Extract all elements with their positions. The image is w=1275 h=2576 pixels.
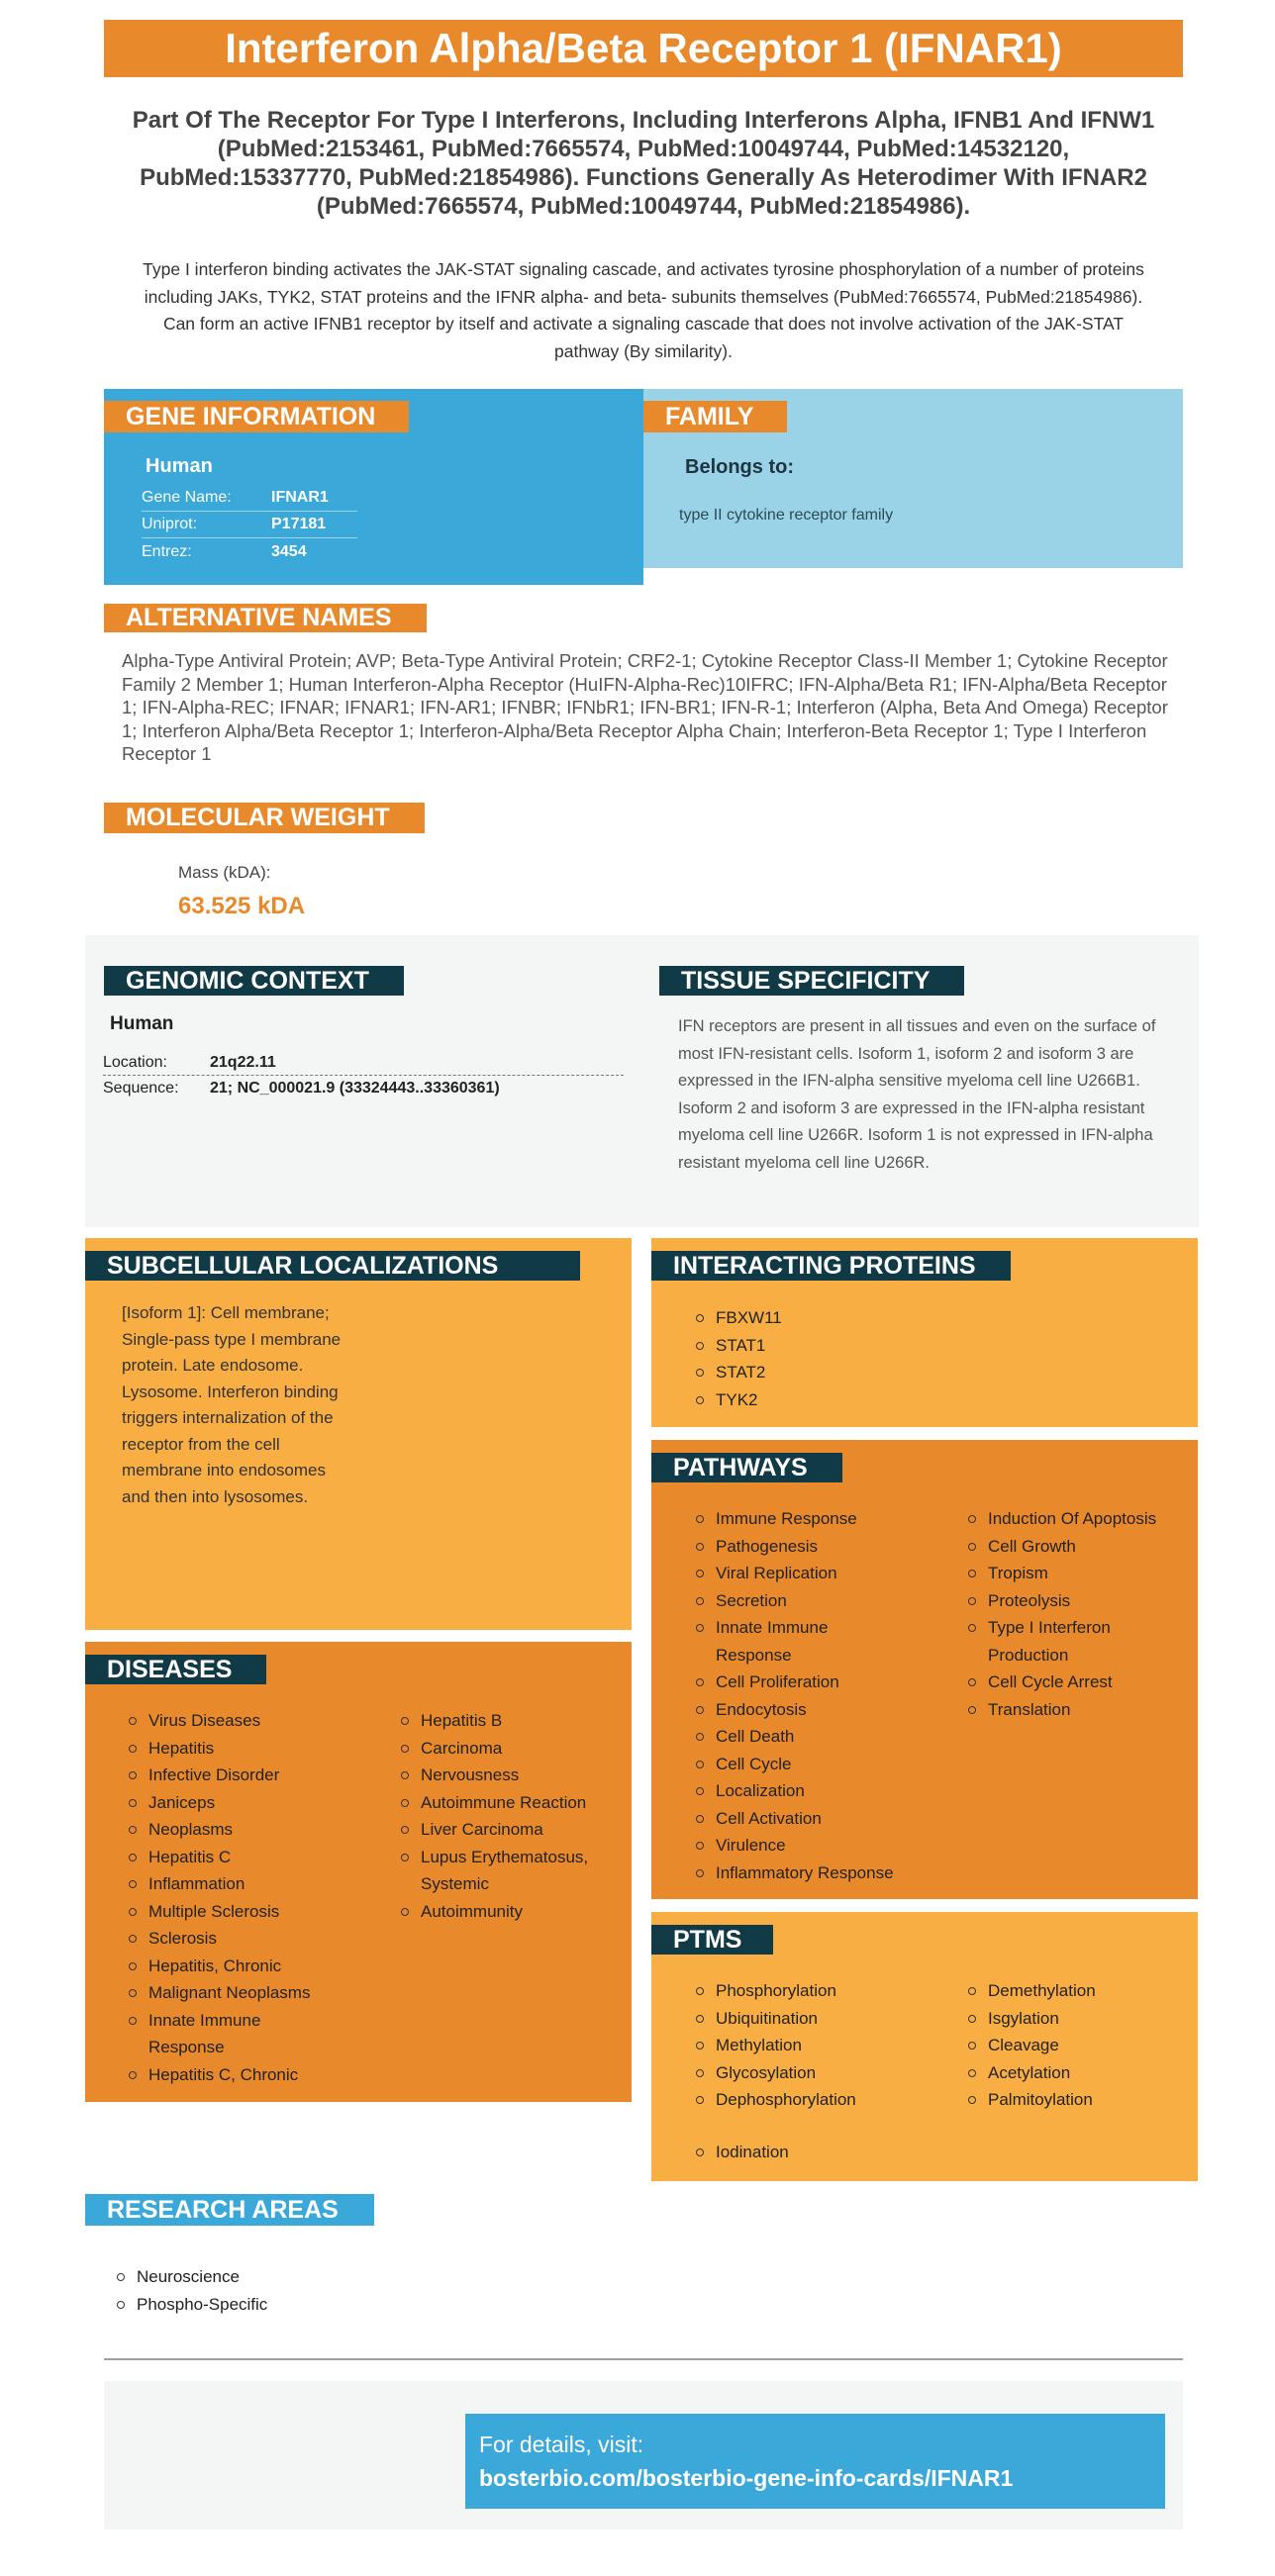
research-areas-header: RESEARCH AREAS xyxy=(85,2194,374,2226)
pathway-item: Cell Activation xyxy=(696,1805,943,1833)
pathway-item: Cell Death xyxy=(696,1723,943,1751)
genomic-sequence-row xyxy=(103,1076,624,1101)
research-area-item: Phospho-Specific xyxy=(117,2291,513,2319)
ptm-item: Isgylation xyxy=(968,2005,1186,2033)
disease-item: Malignant Neoplasms xyxy=(129,1979,376,2007)
pathways-list-col2 xyxy=(968,1505,1186,1723)
gene-row-label: Entrez: xyxy=(142,542,192,560)
ptm-item: Methylation xyxy=(696,2032,943,2059)
genomic-species: Human xyxy=(110,1013,174,1034)
subcellular-text: [Isoform 1]: Cell membrane; Single-pass type I membrane protein. Late endosome. Lysosome. Interferon binding triggers internalization of the receptor from the cell membrane into endosomes and then into lysosomes. xyxy=(122,1303,342,1506)
gene-row-label: Gene Name: xyxy=(142,489,232,506)
gene-row-label: Uniprot: xyxy=(142,516,198,532)
pathway-item: Cell Cycle xyxy=(696,1751,943,1778)
research-areas-list xyxy=(117,2263,513,2318)
subcellular-panel xyxy=(85,1238,632,1630)
pathway-item: Virulence xyxy=(696,1832,943,1860)
genomic-context-header: GENOMIC CONTEXT xyxy=(104,966,404,996)
genomic-location-row xyxy=(103,1050,624,1076)
mass-value: 63.525 kDA xyxy=(178,893,306,919)
disease-item: Inflammation xyxy=(129,1870,376,1898)
disease-item: Hepatitis C xyxy=(129,1844,376,1871)
disease-item: Janiceps xyxy=(129,1789,376,1817)
protein-item: FBXW11 xyxy=(696,1304,993,1332)
diseases-header: DISEASES xyxy=(85,1655,266,1684)
ptms-list-col1 xyxy=(696,1977,943,2114)
pathway-item: Inflammatory Response xyxy=(696,1860,943,1887)
pathway-item: Tropism xyxy=(968,1560,1186,1587)
research-area-item: Neuroscience xyxy=(117,2263,513,2291)
diseases-list-col1 xyxy=(129,1707,376,2088)
gene-information-panel xyxy=(104,389,643,585)
details-label: For details, visit: xyxy=(479,2432,644,2457)
protein-item: STAT2 xyxy=(696,1359,993,1386)
pathway-item: Type I Interferon Production xyxy=(968,1614,1117,1669)
disease-item: Infective Disorder xyxy=(129,1762,376,1789)
protein-item: STAT1 xyxy=(696,1332,993,1360)
pathway-item: Pathogenesis xyxy=(696,1533,943,1561)
pathways-list-col1 xyxy=(696,1505,943,1886)
gene-row-value: IFNAR1 xyxy=(271,489,329,506)
gene-row-value: 3454 xyxy=(271,542,307,560)
ptm-item: Phosphorylation xyxy=(696,1977,943,2005)
mass-label: Mass (kDA): xyxy=(178,863,271,882)
ptm-item: Dephosphorylation xyxy=(696,2086,943,2114)
pathways-header: PATHWAYS xyxy=(651,1453,842,1482)
tissue-specificity-text: IFN receptors are present in all tissues and even on the surface of most IFN-resistant cells. Isoform 1, isoform 2 and isoform 3 are expressed in the IFN-alpha sensitive myeloma cell line U266B1. Isoform 2 and isoform 3 are expressed in the IFN-alpha resistant myeloma cell line U266R. Isoform 1 is not expressed in IFN-alpha resistant myeloma cell line U266R. xyxy=(678,1017,1156,1172)
page-title: Interferon Alpha/Beta Receptor 1 (IFNAR1) xyxy=(104,20,1183,77)
diseases-panel xyxy=(85,1642,632,2102)
pathway-item: Secretion xyxy=(696,1587,943,1615)
details-url[interactable]: bosterbio.com/bosterbio-gene-info-cards/IFNAR1 xyxy=(479,2465,1014,2491)
ptms-header: PTMS xyxy=(651,1925,773,1955)
pathway-item: Proteolysis xyxy=(968,1587,1186,1615)
ptms-panel xyxy=(651,1912,1198,2181)
disease-item: Hepatitis C, Chronic xyxy=(129,2061,376,2089)
disease-item: Autoimmunity xyxy=(401,1898,619,1926)
pathway-item: Endocytosis xyxy=(696,1696,943,1724)
genomic-tissue-band xyxy=(85,935,1199,1227)
ptm-item: Glycosylation xyxy=(696,2059,943,2087)
gene-information-header: GENE INFORMATION xyxy=(104,401,409,432)
pathways-panel xyxy=(651,1440,1198,1899)
family-header: FAMILY xyxy=(643,401,787,432)
footer-divider xyxy=(104,2358,1183,2360)
protein-item: TYK2 xyxy=(696,1386,993,1414)
gene-species: Human xyxy=(146,455,213,477)
disease-item: Innate Immune Response xyxy=(129,2007,327,2061)
pathway-item: Innate Immune Response xyxy=(696,1614,854,1669)
footer-band xyxy=(104,2381,1183,2529)
disease-item: Nervousness xyxy=(401,1762,619,1789)
ptms-list-extra xyxy=(696,2139,943,2166)
tissue-specificity-header: TISSUE SPECIFICITY xyxy=(659,966,964,996)
gene-row-value: P17181 xyxy=(271,516,327,532)
disease-item: Carcinoma xyxy=(401,1735,619,1763)
interacting-proteins-panel xyxy=(651,1238,1198,1427)
disease-item: Multiple Sclerosis xyxy=(129,1898,376,1926)
pathway-item: Viral Replication xyxy=(696,1560,943,1587)
disease-item: Hepatitis, Chronic xyxy=(129,1953,376,1980)
pathway-item: Cell Proliferation xyxy=(696,1669,943,1696)
pathway-item: Translation xyxy=(968,1696,1186,1724)
genomic-sequence-value: 21; NC_000021.9 (33324443..33360361) xyxy=(210,1080,500,1097)
ptm-item: Demethylation xyxy=(968,1977,1186,2005)
genomic-location-value: 21q22.11 xyxy=(210,1053,276,1071)
ptms-list-col2 xyxy=(968,1977,1186,2114)
disease-item: Liver Carcinoma xyxy=(401,1816,619,1844)
disease-item: Hepatitis xyxy=(129,1735,376,1763)
pathway-item: Immune Response xyxy=(696,1505,943,1533)
diseases-list-col2 xyxy=(401,1707,619,1925)
genomic-sequence-label: Sequence: xyxy=(103,1080,179,1097)
disease-item: Neoplasms xyxy=(129,1816,376,1844)
family-panel xyxy=(643,389,1183,568)
family-belongs-label: Belongs to: xyxy=(685,456,794,478)
gene-row-entrez xyxy=(142,538,357,565)
details-link-box[interactable] xyxy=(465,2414,1165,2509)
alternative-names-text: Alpha-Type Antiviral Protein; AVP; Beta-Type Antiviral Protein; CRF2-1; Cytokine Receptor Class-II Member 1; Cytokine Receptor Family 2 Member 1; Human Interferon-Alpha Receptor (HuIFN-Alpha-Rec)10IFRC; IFN-Alpha/Beta R1; IFN-Alpha/Beta Receptor 1; IFN-Alpha-REC; IFNAR; IFNAR1; IFN-AR1; IFNBR; IFNbR1; IFN-BR1; IFN-R-1; Interferon (Alpha, Beta And Omega) Receptor 1; Interferon Alpha/Beta Receptor 1; Interferon-Alpha/Beta Receptor Alpha Chain; Interferon-Beta Receptor 1; Type I Interferon Receptor 1 xyxy=(122,650,1168,764)
pathway-item: Cell Growth xyxy=(968,1533,1186,1561)
pathway-item: Localization xyxy=(696,1777,943,1805)
ptm-item: Ubiquitination xyxy=(696,2005,943,2033)
alternative-names-header: ALTERNATIVE NAMES xyxy=(104,604,427,632)
ptm-item: Iodination xyxy=(696,2139,943,2166)
disease-item: Autoimmune Reaction xyxy=(401,1789,619,1817)
gene-description: Type I interferon binding activates the JAK-STAT signaling cascade, and activates tyrosine phosphorylation of a number of proteins including JAKs, TYK2, STAT proteins and the IFNR alpha- and beta- subunits themselves (PubMed:7665574, PubMed:21854986). Can form an active IFNB1 receptor by itself and activate a signaling cascade that does not involve activation of the JAK-STAT pathway (By similarity). xyxy=(143,259,1144,361)
page-subtitle: Part Of The Receptor For Type I Interferons, Including Interferons Alpha, IFNB1 And IFNW1 (PubMed:2153461, PubMed:7665574, PubMed:10049744, PubMed:14532120, PubMed:15337770, PubMed:21854986). Functions Generally As Heterodimer With IFNAR2 (PubMed:7665574, PubMed:10049744, PubMed:21854986). xyxy=(132,107,1155,220)
genomic-location-label: Location: xyxy=(103,1053,167,1071)
gene-row-uniprot xyxy=(142,512,357,538)
family-text: type II cytokine receptor family xyxy=(679,507,894,524)
ptm-item: Palmitoylation xyxy=(968,2086,1186,2114)
disease-item: Sclerosis xyxy=(129,1925,376,1953)
gene-row-name xyxy=(142,485,357,512)
subcellular-header: SUBCELLULAR LOCALIZATIONS xyxy=(85,1251,580,1281)
interacting-proteins-header: INTERACTING PROTEINS xyxy=(651,1251,1011,1281)
molecular-weight-header: MOLECULAR WEIGHT xyxy=(104,803,425,833)
disease-item: Lupus Erythematosus, Systemic xyxy=(401,1844,619,1898)
pathway-item: Cell Cycle Arrest xyxy=(968,1669,1186,1696)
interacting-proteins-list xyxy=(696,1304,993,1413)
pathway-item: Induction Of Apoptosis xyxy=(968,1505,1186,1533)
disease-item: Hepatitis B xyxy=(401,1707,619,1735)
gene-info-table xyxy=(142,485,357,565)
ptm-item: Cleavage xyxy=(968,2032,1186,2059)
ptm-item: Acetylation xyxy=(968,2059,1186,2087)
disease-item: Virus Diseases xyxy=(129,1707,376,1735)
